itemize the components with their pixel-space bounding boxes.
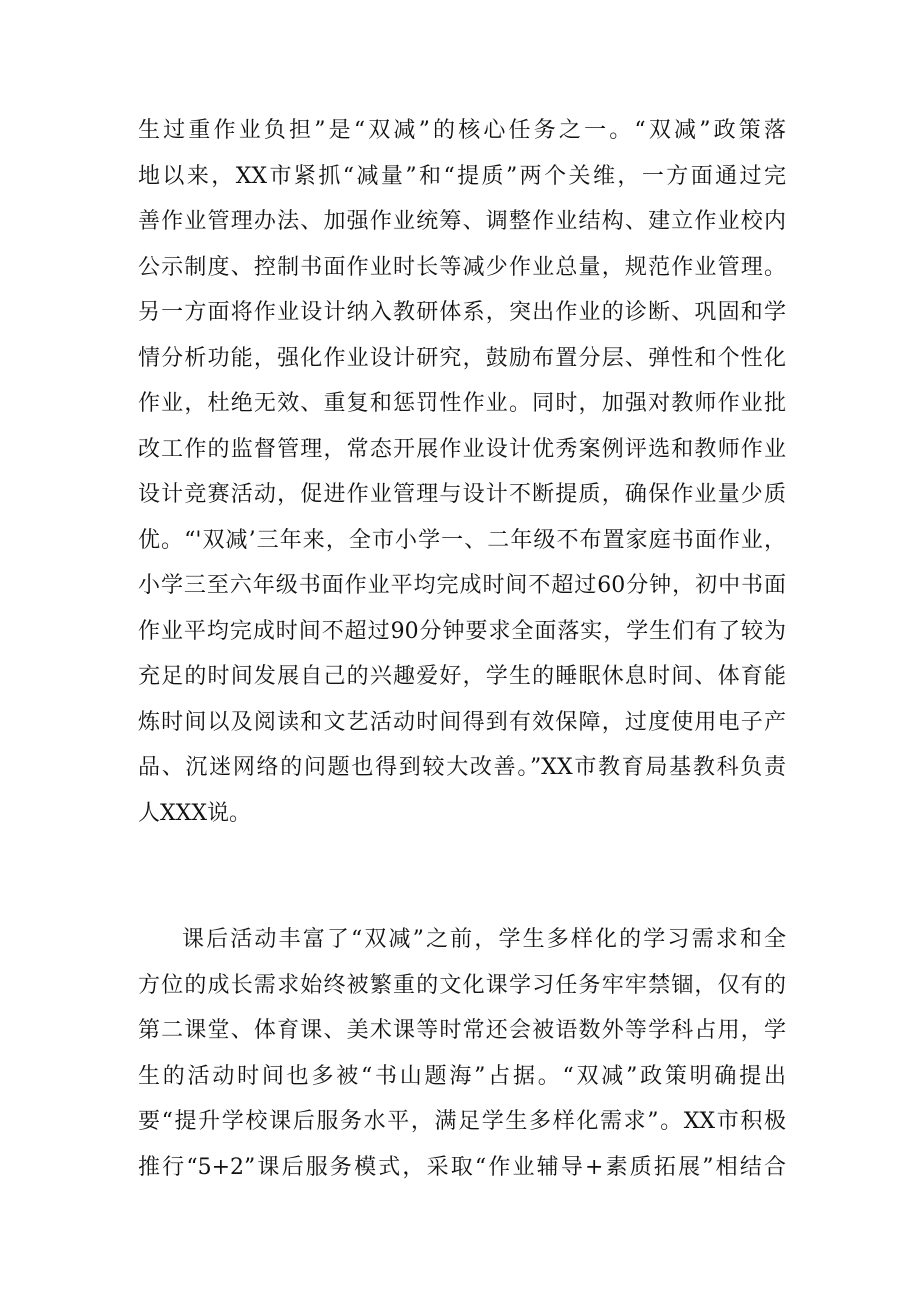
text-line: 作业，杜绝无效、重复和惩罚性作业。同时，加强对教师作业批 xyxy=(138,391,786,416)
paragraph-after-school-activities xyxy=(138,917,786,1190)
text-line: 炼时间以及阅读和文艺活动时间得到有效保障，过度使用电子产 xyxy=(138,709,786,735)
text-line: 方位的成长需求始终被繁重的文化课学习任务牢牢禁锢，仅有的 xyxy=(138,972,786,998)
text-line: 生过重作业负担”是“双减”的核心任务之一。“双减”政策落 xyxy=(138,118,786,143)
text-line: 要“提升学校课后服务水平，满足学生多样化需求”。XX市积极 xyxy=(138,1109,786,1134)
paragraph-homework-reduction xyxy=(138,108,786,836)
text-line: 第二课堂、体育课、美术课等时常还会被语数外等学科占用，学 xyxy=(138,1018,786,1043)
text-line: 设计竞赛活动，促进作业管理与设计不断提质，确保作业量少质 xyxy=(138,482,786,507)
text-line: 情分析功能，强化作业设计研究，鼓励布置分层、弹性和个性化 xyxy=(138,345,786,371)
text-line: 善作业管理办法、加强作业统筹、调整作业结构、建立作业校内 xyxy=(138,209,786,234)
text-line: 推行“5+2”课后服务模式，采取“作业辅导+素质拓展”相结合 xyxy=(138,1154,786,1180)
text-line: 人XXX说。 xyxy=(138,800,251,826)
text-line: 另一方面将作业设计纳入教研体系，突出作业的诊断、巩固和学 xyxy=(138,300,786,325)
text-line: 优。“'双减’三年来，全市小学一、二年级不布置家庭书面作业， xyxy=(138,527,786,553)
text-line: 地以来，XX市紧抓“减量”和“提质”两个关维，一方面通过完 xyxy=(138,163,786,189)
text-line: 充足的时间发展自己的兴趣爱好，学生的睡眠休息时间、体育能 xyxy=(138,664,786,689)
text-line: 改工作的监督管理，常态开展作业设计优秀案例评选和教师作业 xyxy=(138,436,786,462)
text-line: 品、沉迷网络的问题也得到较大改善。”XX市教育局基教科负责 xyxy=(138,755,786,780)
text-line: 公示制度、控制书面作业时长等减少作业总量，规范作业管理。 xyxy=(138,254,786,280)
text-line: 小学三至六年级书面作业平均完成时间不超过60分钟，初中书面 xyxy=(138,573,786,598)
text-line: 课后活动丰富了“双减”之前，学生多样化的学习需求和全 xyxy=(182,927,786,952)
text-line: 作业平均完成时间不超过90分钟要求全面落实，学生们有了较为 xyxy=(138,618,786,644)
text-line: 生的活动时间也多被“书山题海”占据。“双减”政策明确提出 xyxy=(138,1063,786,1089)
